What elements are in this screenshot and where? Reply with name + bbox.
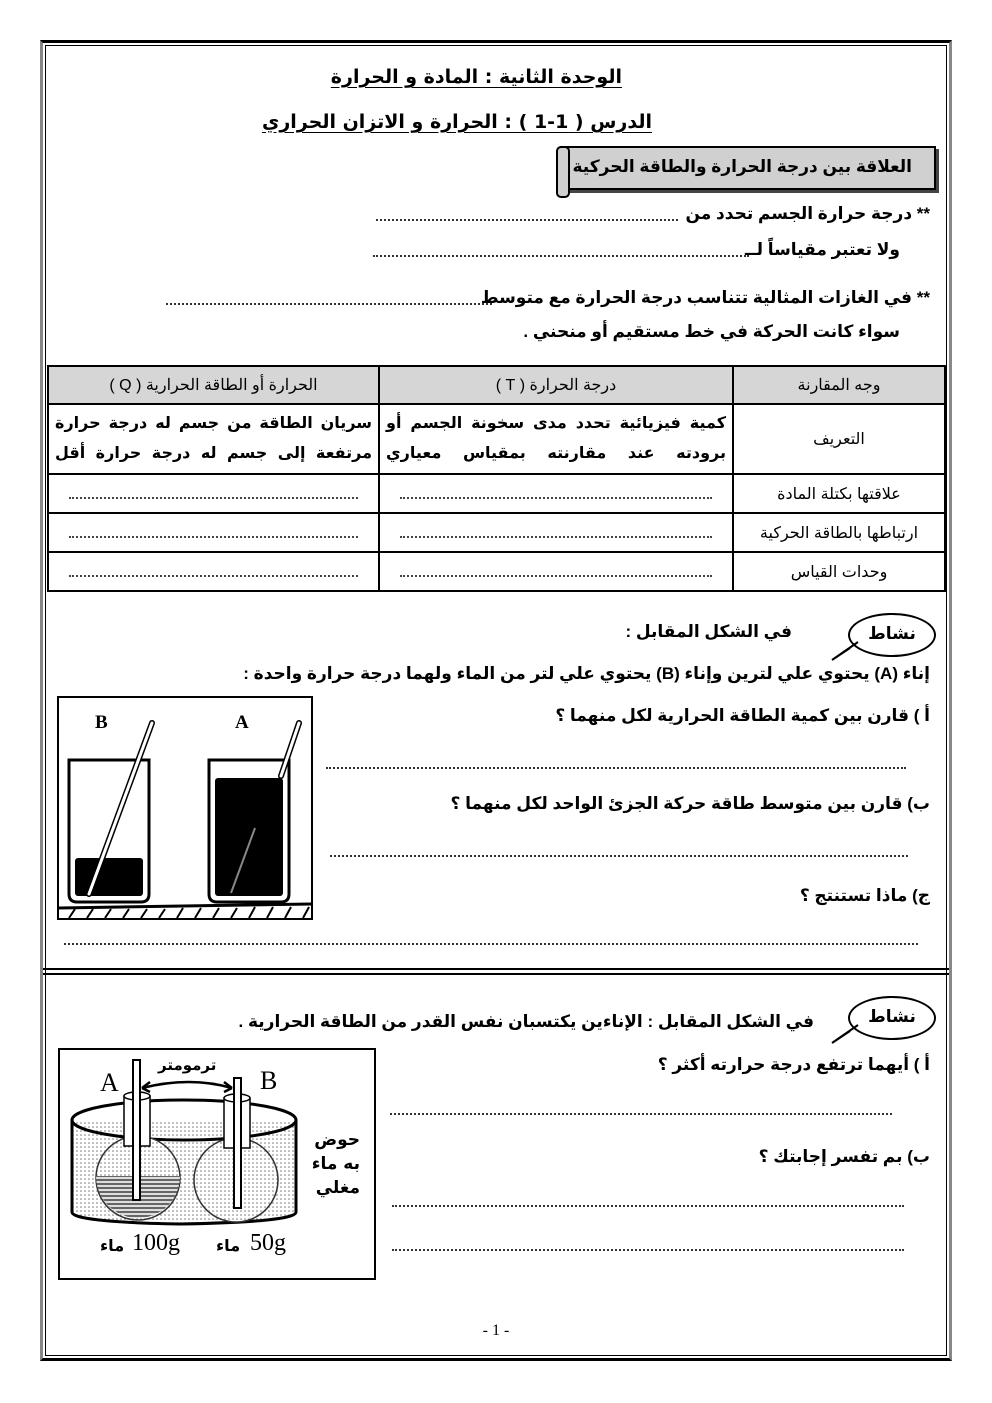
lesson-title: الدرس ( 1-1 ) : الحرارة و الاتزان الحراري <box>261 111 652 133</box>
section-divider <box>43 973 949 975</box>
activity1-description: إناء (A) يحتوي علي لترين وإناء (B) يحتوي علي لتر من الماء ولهما درجة حرارة واحدة : <box>243 664 930 683</box>
answer-cell[interactable] <box>379 474 733 513</box>
bath-label-2: به ماء <box>311 1154 360 1174</box>
beakers-figure <box>57 696 313 920</box>
section-divider <box>43 968 949 970</box>
answer-cell[interactable] <box>379 552 733 591</box>
answer-blank[interactable] <box>376 219 678 221</box>
flask-B-water-word: ماء <box>216 1236 241 1255</box>
answer-blank[interactable] <box>390 1113 892 1115</box>
page-number: - 1 - <box>482 1322 510 1339</box>
activity1-intro: في الشكل المقابل : <box>625 622 792 641</box>
row-label: التعريف <box>733 404 945 474</box>
thermometer-A <box>133 1060 140 1200</box>
answer-cell[interactable] <box>48 552 379 591</box>
comparison-table <box>47 365 946 592</box>
flask-A-mass: 100g <box>132 1230 180 1256</box>
answer-cell[interactable] <box>48 513 379 552</box>
activity1-question-b: ب) قارن بين متوسط طاقة حركة الجزئ الواحد لكل منهما ؟ <box>450 794 930 813</box>
activity1-question-c: ج) ماذا تستنتج ؟ <box>799 886 930 905</box>
speech-bubble-tail-icon <box>828 1023 864 1047</box>
activity2-question-b: ب) بم تفسر إجابتك ؟ <box>758 1147 930 1166</box>
definition-Q: سريان الطاقة من جسم له درجة حرارة مرتفعة إلى جسم له درجة حرارة أقل <box>48 404 379 474</box>
bath-label-1: حوض <box>314 1130 360 1150</box>
definition-T: كمية فيزيائية تحدد مدى سخونة الجسم أو برودته عند مقارنته بمقياس معياري <box>379 404 733 474</box>
row-label: علاقتها بكتلة المادة <box>733 474 945 513</box>
beaker-B-label: B <box>95 712 108 733</box>
answer-blank[interactable] <box>330 855 908 857</box>
flask-A-water-word: ماء <box>100 1236 125 1255</box>
section-banner-text: العلاقة بين درجة الحرارة والطاقة الحركية <box>572 157 912 176</box>
activity2-question-a: أ ) أيهما ترتفع درجة حرارته أكثر ؟ <box>657 1055 930 1074</box>
row-label: وحدات القياس <box>733 552 945 591</box>
row-label: ارتباطها بالطاقة الحركية <box>733 513 945 552</box>
table-header: الحرارة أو الطاقة الحرارية ( Q ) <box>48 366 379 404</box>
thermometer-label: ترمومتر <box>158 1056 217 1074</box>
answer-blank[interactable] <box>64 943 918 945</box>
unit-title: الوحدة الثانية : المادة و الحرارة <box>330 66 622 88</box>
answer-blank[interactable] <box>392 1205 904 1207</box>
table-header: وجه المقارنة <box>733 366 945 404</box>
answer-cell[interactable] <box>48 474 379 513</box>
answer-blank[interactable] <box>392 1249 904 1251</box>
thermometer-B <box>234 1078 241 1208</box>
thermometer-bath-figure <box>58 1048 376 1280</box>
table-header: درجة الحرارة ( T ) <box>379 366 733 404</box>
table-row <box>48 404 945 474</box>
activity1-question-a: أ ) قارن بين كمية الطاقة الحرارية لكل منهما ؟ <box>555 706 930 725</box>
beaker-A-label: A <box>235 712 249 733</box>
table-row <box>48 513 945 552</box>
flask-A-label: A <box>100 1068 119 1097</box>
activity2-description: في الشكل المقابل : الإناءين يكتسبان نفس القدر من الطاقة الحرارية . <box>238 1012 814 1031</box>
activity-badge-label: نشاط <box>868 624 916 643</box>
statement-2-line-2: سواء كانت الحركة في خط مستقيم أو منحني . <box>523 322 900 341</box>
table-header-row <box>48 366 945 404</box>
answer-blank[interactable] <box>373 255 749 257</box>
table-row <box>48 474 945 513</box>
activity-badge-label: نشاط <box>868 1007 916 1026</box>
answer-blank[interactable] <box>326 767 906 769</box>
bath-label-3: مغلي <box>315 1178 360 1198</box>
statement-1-line-1: ** درجة حرارة الجسم تحدد من <box>685 204 930 223</box>
flask-B-mass: 50g <box>250 1230 286 1256</box>
statement-2-line-1: ** في الغازات المثالية تتناسب درجة الحرارة مع متوسط <box>480 288 930 307</box>
answer-blank[interactable] <box>166 303 492 305</box>
section-banner <box>560 146 936 190</box>
scroll-curl-icon <box>556 146 570 198</box>
table-row <box>48 552 945 591</box>
answer-cell[interactable] <box>379 513 733 552</box>
statement-1-line-2: ولا تعتبر مقياساً لــ <box>744 240 900 259</box>
flask-B-label: B <box>260 1066 278 1095</box>
speech-bubble-tail-icon <box>828 640 864 664</box>
